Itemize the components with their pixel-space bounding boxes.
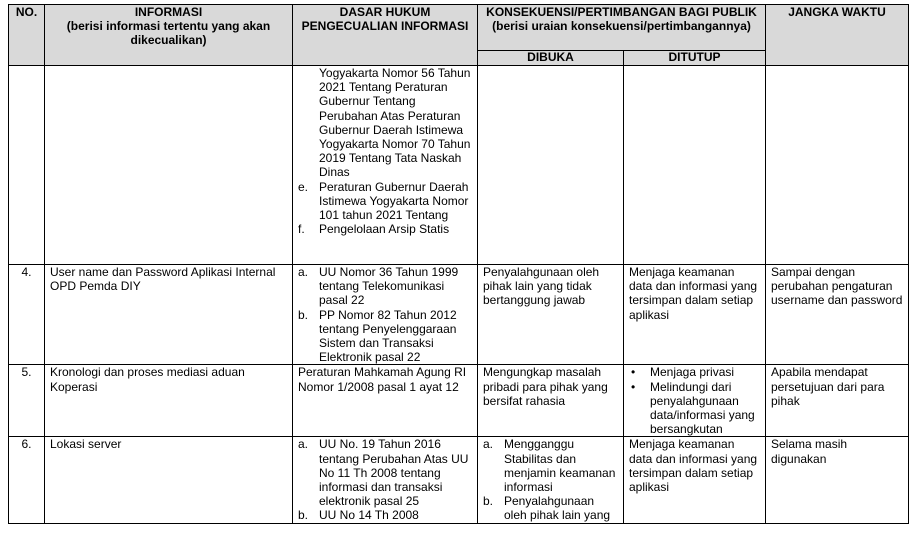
table-row bbox=[9, 66, 909, 265]
cell-no: 4. bbox=[9, 265, 45, 365]
table-row bbox=[9, 437, 909, 523]
list-item-text: Menjaga privasi bbox=[650, 365, 735, 380]
header-informasi-title: INFORMASI bbox=[134, 5, 203, 19]
cell-ditutup bbox=[624, 66, 766, 265]
header-konsekuensi-title: KONSEKUENSI/PERTIMBANGAN BAGI PUBLIK bbox=[486, 5, 757, 19]
cell-dibuka: Mengungkap masalah pribadi para pihak yang bersifat rahasia bbox=[478, 365, 624, 437]
list-item-text: Peraturan Gubernur Daerah Istimewa Yogyakarta Nomor 101 tahun 2021 Tentang bbox=[319, 179, 469, 223]
cell-dasar-hukum: Peraturan Mahkamah Agung RI Nomor 1/2008 pasal 1 ayat 12 bbox=[293, 365, 478, 437]
cell-jangka-waktu: Selama masih digunakan bbox=[766, 437, 909, 523]
cell-dibuka bbox=[478, 437, 624, 523]
cell-no bbox=[9, 66, 45, 265]
dasar-continued-text: Yogyakarta Nomor 56 Tahun 2021 Tentang Peraturan Gubernur Tentang Perubahan Atas Peraturan Gubernur Daerah Istimewa Yogyakarta Nomor 70 Tahun 2019 Tentang Tata Naskah Dinas bbox=[319, 66, 471, 180]
ditutup-list bbox=[629, 365, 760, 436]
cell-dasar-hukum bbox=[293, 437, 478, 523]
dibuka-list bbox=[483, 437, 618, 522]
dasar-list bbox=[298, 437, 472, 522]
cell-jangka-waktu: Sampai dengan perubahan pengaturan username dan password bbox=[766, 265, 909, 365]
table-row bbox=[9, 365, 909, 437]
list-item bbox=[298, 437, 472, 508]
list-item bbox=[298, 180, 472, 223]
list-item-text: UU No 14 Th 2008 bbox=[319, 508, 419, 523]
cell-informasi: Kronologi dan proses mediasi aduan Koperasi bbox=[45, 365, 293, 437]
dasar-list bbox=[298, 180, 472, 237]
list-item bbox=[483, 494, 618, 522]
cell-no: 6. bbox=[9, 437, 45, 523]
table-row bbox=[9, 265, 909, 365]
list-item-text: UU Nomor 36 Tahun 1999 tentang Telekomunikasi pasal 22 bbox=[319, 265, 459, 308]
header-konsekuensi bbox=[478, 5, 766, 51]
cell-dibuka: Penyalahgunaan oleh pihak lain yang tidak bertanggung jawab bbox=[478, 265, 624, 365]
header-ditutup: DITUTUP bbox=[624, 51, 766, 66]
header-dasar-hukum: DASAR HUKUM PENGECUALIAN INFORMASI bbox=[293, 5, 478, 66]
cell-ditutup bbox=[624, 365, 766, 437]
list-item bbox=[629, 365, 760, 379]
header-konsekuensi-subtitle: (berisi uraian konsekuensi/pertimbangannya) bbox=[492, 19, 751, 34]
header-no: NO. bbox=[9, 5, 45, 66]
list-item-text: Pengelolaan Arsip Statis bbox=[319, 222, 450, 237]
list-item-text: UU No. 19 Tahun 2016 tentang Perubahan Atas UU No 11 Th 2008 tentang informasi dan transaksi elektronik pasal 25 bbox=[319, 437, 469, 509]
list-item-text: Penyalahgunaan oleh pihak lain yang bbox=[504, 494, 611, 523]
cell-ditutup: Menjaga keamanan data dan informasi yang tersimpan dalam setiap aplikasi bbox=[624, 265, 766, 365]
dasar-list bbox=[298, 265, 472, 364]
header-dibuka: DIBUKA bbox=[478, 51, 624, 66]
header-informasi bbox=[45, 5, 293, 66]
list-item bbox=[298, 308, 472, 365]
cell-jangka-waktu: Apabila mendapat persetujuan dari para pihak bbox=[766, 365, 909, 437]
cell-informasi bbox=[45, 66, 293, 265]
cell-dasar-hukum bbox=[293, 66, 478, 265]
list-item bbox=[298, 265, 472, 308]
cell-no: 5. bbox=[9, 365, 45, 437]
list-item bbox=[298, 222, 472, 236]
exception-info-table bbox=[8, 4, 909, 524]
list-item-text: Mengganggu Stabilitas dan menjamin keamanan informasi bbox=[504, 437, 616, 495]
list-item bbox=[629, 380, 760, 437]
header-informasi-subtitle: (berisi informasi tertentu yang akan dikecualikan) bbox=[66, 19, 271, 48]
cell-informasi: User name dan Password Aplikasi Internal OPD Pemda DIY bbox=[45, 265, 293, 365]
header-jangka-waktu: JANGKA WAKTU bbox=[766, 5, 909, 66]
list-item bbox=[483, 437, 618, 494]
list-item-text: Melindungi dari penyalahgunaan data/informasi yang bersangkutan bbox=[650, 379, 755, 437]
cell-informasi: Lokasi server bbox=[45, 437, 293, 523]
cell-dibuka bbox=[478, 66, 624, 265]
cell-jangka-waktu bbox=[766, 66, 909, 265]
list-item-text: PP Nomor 82 Tahun 2012 tentang Penyelenggaraan Sistem dan Transaksi Elektronik pasal 22 bbox=[319, 307, 457, 365]
cell-dasar-hukum bbox=[293, 265, 478, 365]
cell-ditutup: Menjaga keamanan data dan informasi yang tersimpan dalam setiap aplikasi bbox=[624, 437, 766, 523]
list-item bbox=[298, 508, 472, 522]
